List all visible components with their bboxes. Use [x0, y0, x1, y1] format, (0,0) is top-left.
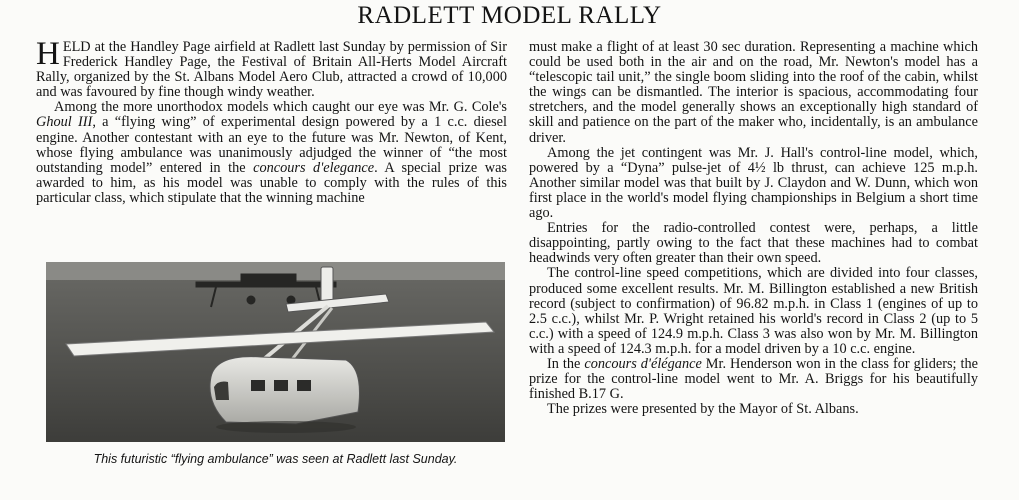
paragraph-prizes: The prizes were presented by the Mayor of St. Albans. [547, 401, 859, 418]
paragraph-concours [529, 357, 978, 402]
text-run: In the [547, 355, 585, 372]
text-run: . A special prize was awarded to him, as his model was unable to comply with the rules of this particular class, which stipulate that the winning machine [36, 159, 507, 206]
right-column [529, 40, 978, 417]
left-column [36, 36, 508, 206]
text-run: , a “flying wing” of experimental design powered by a 1 c.c. diesel engine. Another contestant with an eye to the future was Mr. Newton, of Kent, whose flying ambulance was unanimously adjudged the winner of “the most outstanding model” entered in the [36, 114, 508, 176]
paragraph-unorthodox [36, 100, 507, 206]
paragraph-intro [36, 36, 507, 101]
concours-term: concours d'elegance [253, 159, 375, 176]
paragraph-ambulance: must make a flight of at least 30 sec duration. Representing a machine which could be used both in the air and on the road, Mr. Newton's model has a “telescopic tail unit,” the single boom sliding into the roof of the cabin, whilst the wings can be dismantled. The interior is spacious, accommodating four stretchers, and the model generally shows an exceptionally high standard of skill and patience on the part of the maker who, incidentally, is an ambulance driver. [529, 39, 978, 146]
paragraph-speed: The control-line speed competitions, which are divided into four classes, produced some excellent results. Mr. M. Billington established a new British record (subject to confirmation) of 96.82 m.p.h. in Class 1 (engines of up to 2.5 c.c.), whilst Mr. P. Wright retained his world's record in Class 2 (up to 5 c.c.) with a speed of 124.9 m.p.h. Class 3 was also won by Mr. M. Billington with a speed of 124.3 m.p.h. for a model driven by a 10 c.c. engine. [529, 265, 978, 357]
photo-caption: This futuristic “flying ambulance” was seen at Radlett last Sunday. [93, 452, 458, 466]
photo-figure [46, 262, 505, 466]
intro-text: ELD at the Handley Page airfield at Radlett last Sunday by permission of Sir Frederick Handley Page, the Festival of Britain All-Herts Model Aircraft Rally, organized by the St. Albans Model Aero Club, attracted a crowd of 10,000 and was favoured by fine though windy weather. [36, 39, 507, 101]
text-run: Among the more unorthodox models which caught our eye was Mr. G. Cole's [54, 99, 507, 116]
article-title: RADLETT MODEL RALLY [357, 2, 662, 29]
paragraph-radio: Entries for the radio-controlled contest were, perhaps, a little disappointing, partly owing to the fact that these machines had to combat headwinds very often greater than their own speed. [529, 220, 978, 267]
model-name: Ghoul III [36, 114, 93, 131]
flying-ambulance-photo [46, 262, 505, 442]
paragraph-jet: Among the jet contingent was Mr. J. Hall's control-line model, which, powered by a “Dyna” pulse-jet of 4½ lb thrust, can achieve 125 m.p.h. Another similar model was that built by J. Claydon and W. Dunn, which won first place in the world's model flying championships in Belgium a short time ago. [529, 144, 978, 222]
text-run: Mr. Henderson won in the class for gliders; the prize for the control-line model went to Mr. A. Briggs for his beautifully finished B.17 G. [529, 355, 978, 403]
drop-cap: H [36, 36, 60, 72]
concours-term: concours d'élégance [584, 355, 702, 372]
